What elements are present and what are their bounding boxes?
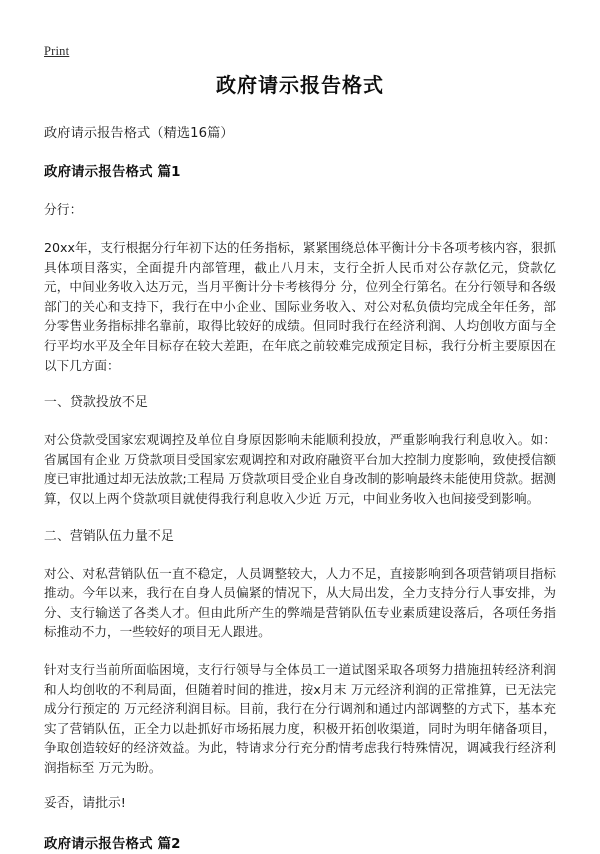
salutation: 分行： <box>44 203 83 218</box>
document-subtitle: 政府请示报告格式（精选16篇） <box>44 126 234 141</box>
closing-statement: 妥否，请批示! <box>44 796 126 812</box>
document-content <box>44 72 556 854</box>
paragraph-request: 针对支行当前所面临困境，支行行领导与全体员工一道试图采取各项努力措施扭转经济利润和人均创收的不利局面，但随着时间的推进，按x月末 万元经济利润的正常推算，已无法完成分行预定的 万元经济利润目标。目前，我行在分行调剂和通过内部调整的方式下，基本充实了营销队伍，正全力以赴抓好市场拓展力度，积极开拓创收渠道，同时为明年储备项目，争取创造较好的经济效益。为此，特请求分行充分酌情考虑我行特殊情况，调减我行经济利润指标至 万元为盼。 <box>44 661 556 775</box>
article-heading-1: 政府请示报告格式 篇1 <box>44 165 181 180</box>
paragraph-intro: 20xx年，支行根据分行年初下达的任务指标，紧紧围绕总体平衡计分卡各项考核内容，狠抓具体项目落实，全面提升内部管理，截止八月末，支行全折人民币对公存款亿元，贷款亿元，中间业务收入达万元，当月平衡计分卡考核得分 分，位列全行第名。在分行领导和各级部门的关心和支持下，我行在中小企业、国际业务收入、对公对私负债均完成全年任务，部分零售业务指标排名靠前，取得比较好的成绩。但同时我行在经济利润、人均创收方面与全行平均水平及全年目标存在较大差距，在年底之前较难完成预定目标，我行分析主要原因在以下几方面： <box>44 240 556 373</box>
paragraph-loan-shortfall: 对公贷款受国家宏观调控及单位自身原因影响未能顺利投放，严重影响我行利息收入。如：省属国有企业 万贷款项目受国家宏观调控和对政府融资平台加大控制力度影响，致使授信额度已审批通过却无法放款;工程局 万贷款项目受企业自身改制的影响最终未能使用贷款。据测算，仅以上两个贷款项目就使得我行利息收入少近 万元，中间业务收入也间接受到影响。 <box>44 432 556 506</box>
paragraph-marketing-team: 对公、对私营销队伍一直不稳定，人员调整较大，人力不足，直接影响到各项营销项目指标推动。今年以来，我行在自身人员偏紧的情况下，从大局出发，全力支持分行人事安排，为分、支行输送了各类人才。但由此所产生的弊端是营销队伍专业素质建设落后，各项任务指标推动不力，一些较好的项目无人跟进。 <box>44 565 556 640</box>
print-link[interactable]: Print <box>44 44 70 58</box>
sub-heading-marketing-team: 二、营销队伍力量不足 <box>44 528 174 544</box>
sub-heading-loan-shortfall: 一、贷款投放不足 <box>44 395 148 411</box>
article-heading-2: 政府请示报告格式 篇2 <box>44 837 181 853</box>
page-title: 政府请示报告格式 <box>216 73 384 97</box>
